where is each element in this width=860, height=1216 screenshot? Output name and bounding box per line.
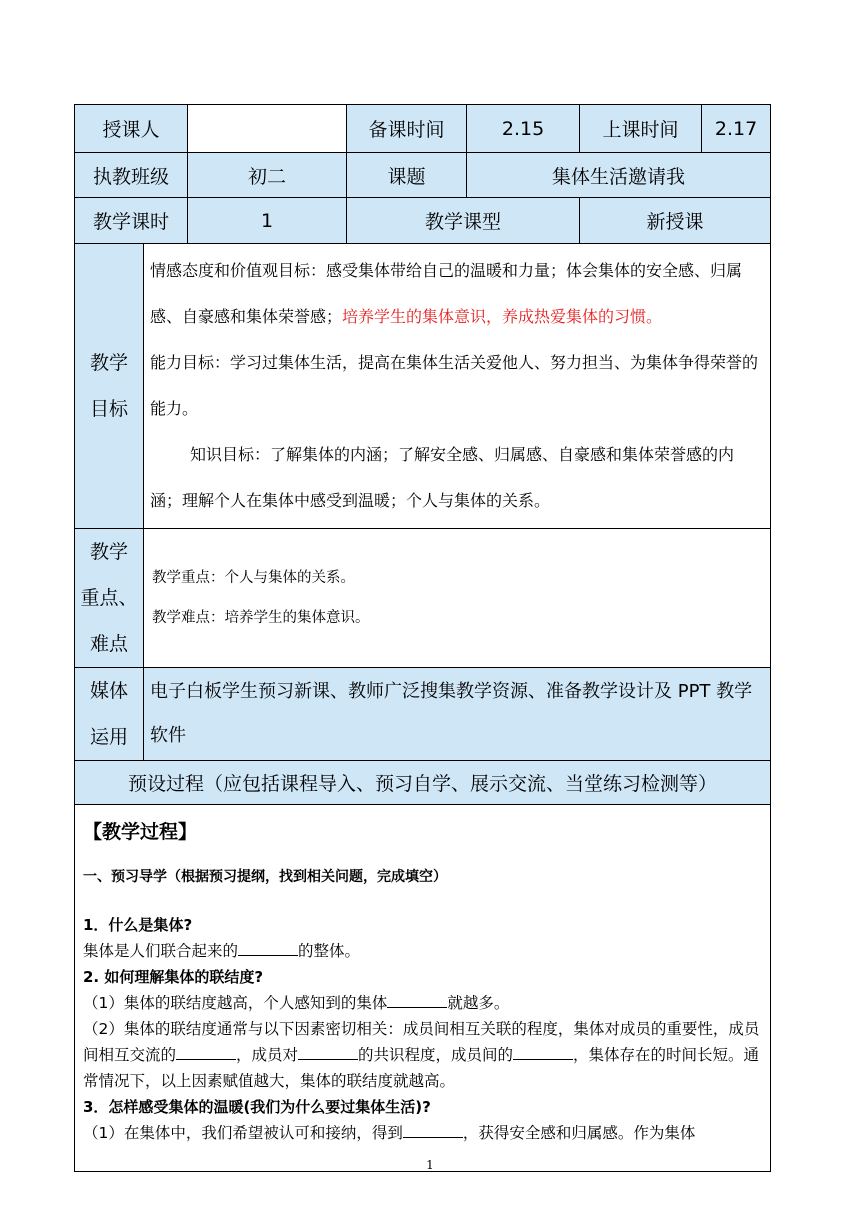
focus-label-line3: 难点 bbox=[89, 633, 128, 655]
lesson-type-label: 教学课型 bbox=[347, 198, 580, 244]
media-label bbox=[75, 668, 144, 761]
fill-blank[interactable] bbox=[403, 1123, 463, 1138]
preset-heading: 预设过程（应包括课程导入、预习自学、展示交流、当堂练习检测等） bbox=[75, 761, 771, 805]
q2-1-text-after: 就越多。 bbox=[447, 994, 510, 1012]
key-point: 教学重点：个人与集体的关系。 bbox=[152, 570, 355, 586]
question-2-item-2 bbox=[83, 1016, 764, 1094]
q2-1-text-before: （1）集体的联结度越高，个人感知到的集体 bbox=[83, 994, 388, 1012]
prep-time-label: 备课时间 bbox=[347, 105, 467, 153]
goals-label bbox=[75, 244, 144, 529]
media-content: 电子白板学生预习新课、教师广泛搜集教学资源、准备教学设计及 PPT 教学软件 bbox=[144, 668, 771, 761]
goals-content bbox=[144, 244, 771, 529]
q3-1-text-after: ，获得安全感和归属感。作为集体 bbox=[462, 1124, 696, 1142]
question-2: 2. 如何理解集体的联结度? bbox=[83, 968, 264, 986]
difficult-point: 教学难点：培养学生的集体意识。 bbox=[152, 610, 370, 626]
teacher-value bbox=[188, 105, 347, 153]
question-2-item-1 bbox=[83, 990, 764, 1016]
focus-content bbox=[144, 529, 771, 668]
goals-label-line1: 教学 bbox=[89, 352, 128, 374]
fill-blank[interactable] bbox=[387, 993, 447, 1008]
media-label-line1: 媒体 bbox=[89, 680, 128, 702]
fill-blank[interactable] bbox=[513, 1045, 573, 1060]
emotion-goal bbox=[150, 248, 764, 340]
lesson-plan-table bbox=[74, 104, 771, 1172]
q1-text-after: 的整体。 bbox=[298, 942, 361, 960]
topic-value: 集体生活邀请我 bbox=[467, 153, 771, 198]
class-time-value: 2.17 bbox=[702, 105, 771, 153]
process-section: 一、预习导学（根据预习提纲，找到相关问题，完成填空） bbox=[83, 869, 447, 885]
topic-label: 课题 bbox=[347, 153, 467, 198]
focus-label bbox=[75, 529, 144, 668]
teacher-label: 授课人 bbox=[75, 105, 188, 153]
question-1: 1．什么是集体? bbox=[83, 916, 193, 934]
q2-2-text-a: （2）集体的联结度通常与以下因素密切相关：成员间相互关联的程度，集体对成员的重要性，成员间相互交流的 bbox=[83, 1020, 760, 1064]
question-3: 3．怎样感受集体的温暖(我们为什么要过集体生活)? bbox=[83, 1098, 431, 1116]
question-3-item-1 bbox=[83, 1120, 764, 1146]
q1-text-before: 集体是人们联合起来的 bbox=[83, 942, 239, 960]
periods-value: 1 bbox=[188, 198, 347, 244]
process-title: 【教学过程】 bbox=[83, 821, 198, 843]
focus-label-line2: 重点、 bbox=[80, 587, 138, 609]
class-label: 执教班级 bbox=[75, 153, 188, 198]
prep-time-value: 2.15 bbox=[467, 105, 580, 153]
q2-2-text-c: 的共识程度，成员间的 bbox=[358, 1046, 514, 1064]
page-number: 1 bbox=[426, 1158, 434, 1172]
class-value: 初二 bbox=[188, 153, 347, 198]
question-1-answer bbox=[83, 938, 764, 964]
emotion-goal-highlight: 培养学生的集体意识，养成热爱集体的习惯。 bbox=[342, 307, 663, 326]
class-time-label: 上课时间 bbox=[580, 105, 702, 153]
q2-2-text-d: ，集体存在的时间长短。通常情况下，以上因素赋值越大，集体的联结度就越高。 bbox=[83, 1046, 760, 1090]
emotion-goal-text: 情感态度和价值观目标：感受集体带给自己的温暖和力量；体会集体的安全感、归属感、自豪感和集体荣誉感； bbox=[150, 261, 743, 326]
fill-blank[interactable] bbox=[298, 1045, 358, 1060]
focus-label-line1: 教学 bbox=[89, 541, 128, 563]
ability-goal: 能力目标：学习过集体生活，提高在集体生活关爱他人、努力担当、为集体争得荣誉的能力。 bbox=[150, 353, 759, 418]
periods-label: 教学课时 bbox=[75, 198, 188, 244]
process-content bbox=[75, 805, 771, 1172]
q2-2-text-b: ，成员对 bbox=[236, 1046, 299, 1064]
fill-blank[interactable] bbox=[176, 1045, 236, 1060]
lesson-type-value: 新授课 bbox=[580, 198, 771, 244]
media-label-line2: 运用 bbox=[89, 726, 128, 748]
fill-blank[interactable] bbox=[238, 941, 298, 956]
knowledge-goal: 知识目标：了解集体的内涵；了解安全感、归属感、自豪感和集体荣誉感的内涵；理解个人在集体中感受到温暖；个人与集体的关系。 bbox=[150, 445, 735, 510]
q3-1-text-before: （1）在集体中，我们希望被认可和接纳，得到 bbox=[83, 1124, 403, 1142]
goals-label-line2: 目标 bbox=[89, 398, 128, 420]
